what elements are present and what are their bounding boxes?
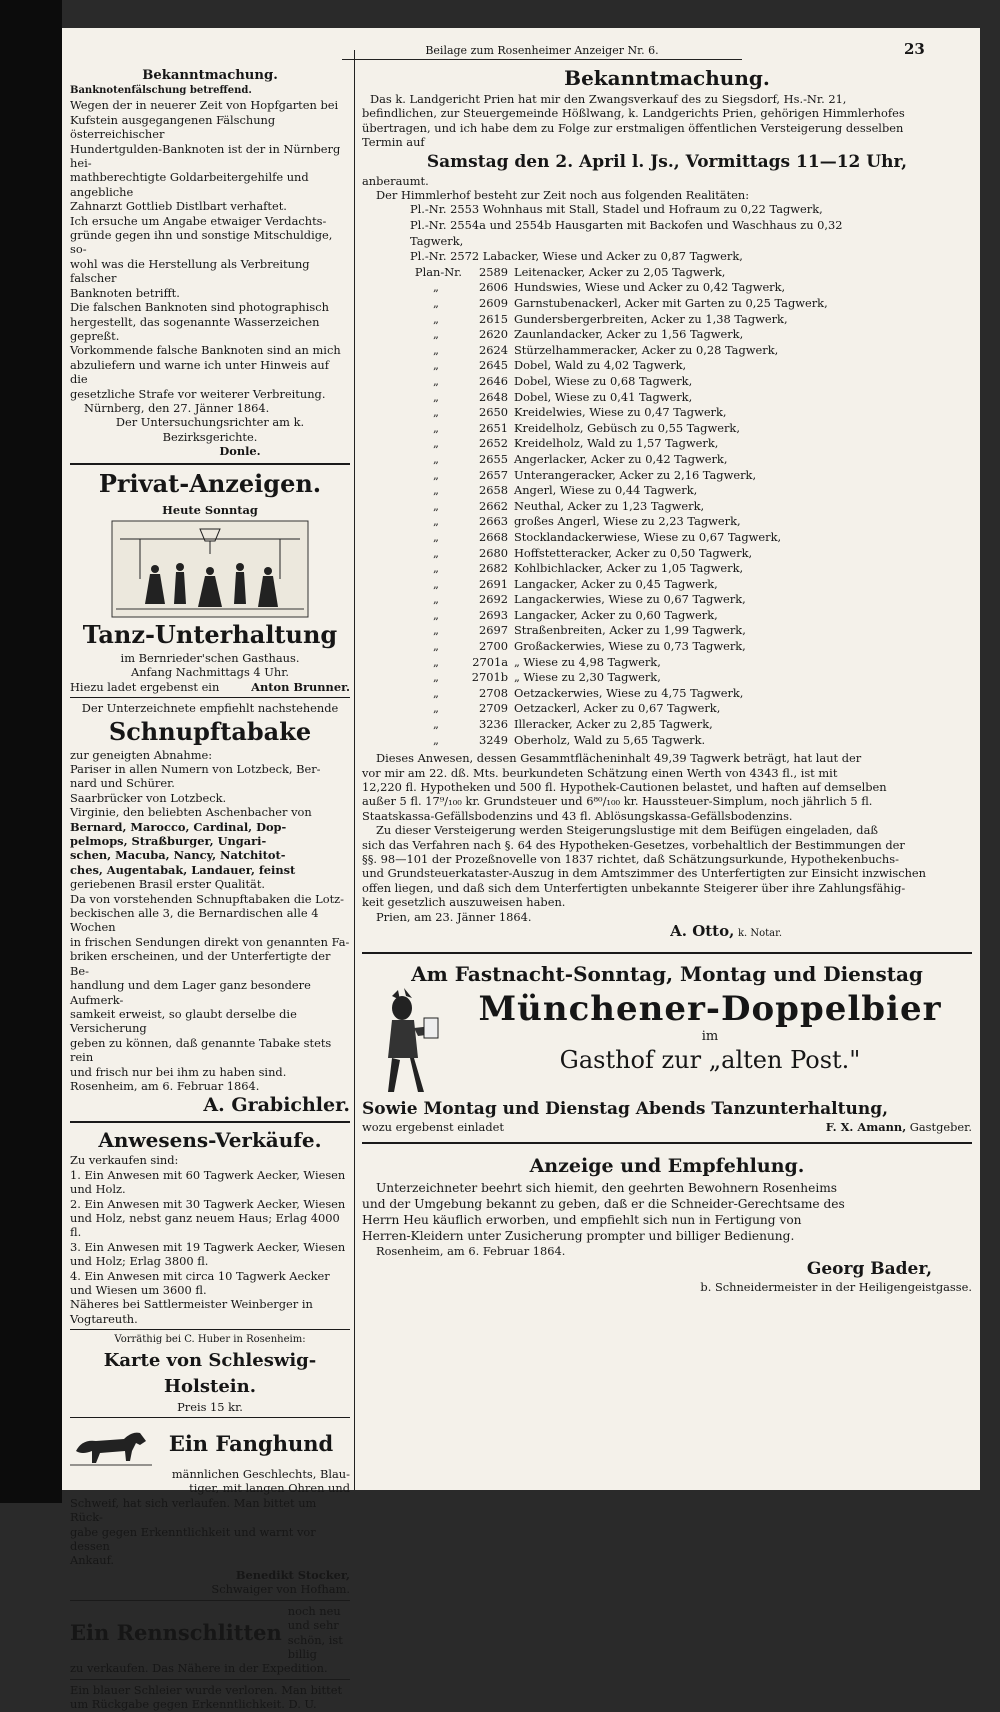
ditto-mark: „: [433, 685, 439, 700]
heute-label: Heute Sonntag: [162, 502, 258, 517]
notice-subtitle: Banknotenfälschung betreffend.: [70, 85, 252, 96]
dog-illustration: [70, 1421, 152, 1467]
parcel-text: Illeracker, Acker zu 2,85 Tagwerk,: [514, 717, 713, 732]
text-line: Hundertgulden-Banknoten ist der in Nürnberg hei-: [70, 141, 341, 171]
parcel-text: Kreidelwies, Wiese zu 0,47 Tagwerk,: [514, 405, 727, 420]
column-rule: [354, 50, 355, 1490]
parcel-text: Straßenbreiten, Acker zu 1,99 Tagwerk,: [514, 623, 746, 638]
parcel-number: 2646: [479, 373, 508, 388]
parcel-row: [362, 468, 972, 484]
schnupftabak-ad: [70, 701, 350, 1117]
ad-title: Münchener-Doppelbier: [478, 988, 942, 1029]
parcel-number: 2682: [479, 561, 508, 576]
newspaper-page: [62, 28, 980, 1712]
ditto-mark: „: [433, 732, 439, 747]
parcel-number: 2648: [479, 389, 508, 404]
parcel-line: Pl.-Nr. 2553 Wohnhaus mit Stall, Stadel und Hofraum zu 0,22 Tagwerk,: [410, 202, 823, 217]
ditto-mark: „: [433, 373, 439, 388]
text-line: Ich ersuche um Angabe etwaiger Verdachts-: [70, 213, 327, 228]
banknoten-notice: [70, 68, 350, 459]
parcel-number: 2697: [479, 623, 508, 638]
text-line: Die falschen Banknoten sind photographisch: [70, 300, 329, 315]
text-line: offen liegen, und daß sich dem Unterfertigten unbekannte Steigerer über ihre Zahlungsfähig-: [362, 880, 906, 895]
text-line: pelmops, Straßburger, Ungari-: [70, 834, 267, 849]
parcel-number: 2655: [479, 451, 508, 466]
parcel-number: 3236: [479, 717, 508, 732]
notice-termin: Samstag den 2. April l. Js., Vormittags 11—12 Uhr,: [426, 151, 908, 172]
ditto-mark: „: [433, 451, 439, 466]
ad-role: b. Schneidermeister in der Heiligengeistgasse.: [700, 1280, 972, 1295]
parcel-text: Langackerwies, Wiese zu 0,67 Tagwerk,: [514, 592, 746, 607]
fanghund-ad: [70, 1421, 350, 1597]
ad-title: Anzeige und Empfehlung.: [529, 1154, 805, 1177]
divider: [70, 697, 350, 698]
divider: [362, 1142, 972, 1144]
parcel-number: 2606: [479, 280, 508, 295]
ditto-mark: „: [433, 327, 439, 342]
parcel-number: 3249: [479, 732, 508, 747]
ad-signature: Georg Bader,: [806, 1259, 932, 1280]
text-line: Banknoten betrifft.: [70, 285, 180, 300]
text-line: und der Umgebung bekannt zu geben, daß er die Schneider-Gerechtsame des: [362, 1196, 845, 1211]
divider: [70, 463, 350, 465]
text-line: in frischen Sendungen direkt von genannten Fa-: [70, 934, 350, 949]
text-line: vor mir am 22. dß. Mts. beurkundeten Schätzung einen Werth von 4343 fl., ist mit: [362, 765, 838, 780]
text-line: ches, Augentabak, Landauer, feinst: [70, 862, 296, 877]
parcel-row: [362, 608, 972, 624]
text-line: Saarbrücker von Lotzbeck.: [70, 790, 227, 805]
text-line: männlichen Geschlechts, Blau-: [171, 1467, 350, 1482]
text-line: geben zu können, daß genannte Tabake stets rein: [70, 1035, 332, 1065]
text-line: 12,220 fl. Hypotheken und 500 fl. Hypothek-Cautionen belastet, und haften auf demselben: [362, 780, 887, 795]
parcel-number: 2645: [479, 358, 508, 373]
ad-head: [70, 1604, 350, 1662]
text-line: Kufstein ausgegangenen Fälschung österreichischer: [70, 112, 276, 142]
parcel-row: [362, 546, 972, 562]
text-line: tiger, mit langen Ohren und: [189, 1481, 350, 1496]
dance-illustration: [110, 519, 310, 619]
notice-signature: A. Otto,: [670, 922, 735, 941]
notice-signature: Donle.: [219, 444, 261, 459]
ad-im: im: [701, 1028, 719, 1044]
ditto-mark: „: [433, 701, 439, 716]
ad-footer: [362, 1120, 972, 1134]
ditto-mark: „: [433, 311, 439, 326]
privat-anzeigen: [70, 469, 350, 695]
parcel-row: [362, 374, 972, 390]
parcel-number: 2692: [479, 592, 508, 607]
parcel-row: [362, 577, 972, 593]
notice-title: Bekanntmachung.: [142, 68, 278, 83]
karte-ad: [70, 1333, 350, 1414]
parcel-row: [362, 405, 972, 421]
parcel-line: Tagwerk,: [410, 233, 464, 248]
parcel-number: 2651: [479, 420, 508, 435]
host-name: Anton Brunner.: [251, 679, 350, 694]
text-line: gründe gegen ihn und sonstige Mitschuldige, so-: [70, 228, 333, 257]
parcel-text: Oetzackerwies, Wiese zu 4,75 Tagwerk,: [514, 685, 744, 700]
parcel-row: [362, 436, 972, 452]
ad-signature: Benedikt Stocker,: [235, 1567, 350, 1582]
notice-title: Bekanntmachung.: [564, 66, 770, 90]
text-line: Herren-Kleidern unter Zusicherung prompter und billiger Bedienung.: [362, 1228, 795, 1243]
parcel-text: Garnstubenackerl, Acker mit Garten zu 0,25 Tagwerk,: [514, 296, 828, 310]
parcel-number: 2708: [479, 685, 508, 700]
schleier-ad: Ein blauer Schleier wurde verloren. Man bittet um Rückgabe gegen Erkenntlichkeit. D. U.: [70, 1682, 343, 1712]
notice-body: [70, 98, 350, 401]
tanz-time: Anfang Nachmittags 4 Uhr.: [130, 665, 290, 680]
parcel-number: 2657: [479, 467, 508, 482]
ditto-mark: „: [433, 436, 439, 451]
parcel-text: Stocklandackerwiese, Wiese zu 0,67 Tagwerk,: [514, 529, 782, 544]
text-line: Termin auf: [362, 135, 425, 150]
ad-intro: Zu verkaufen sind:: [70, 1153, 179, 1168]
parcel-row: [362, 483, 972, 499]
ad-signature: A. Grabichler.: [203, 1094, 350, 1117]
list-item: 1. Ein Anwesen mit 60 Tagwerk Aecker, Wiesen und Holz.: [70, 1167, 346, 1197]
ditto-mark: „: [433, 514, 439, 529]
ditto-mark: „: [433, 467, 439, 482]
parcel-row: [362, 452, 972, 468]
ditto-mark: „: [433, 529, 439, 544]
text-line: mathberechtigte Goldarbeitergehilfe und angebliche: [70, 170, 309, 199]
parcel-row: [362, 327, 972, 343]
ad-price: Preis 15 kr.: [177, 1399, 243, 1414]
text-line: nard und Schürer.: [70, 776, 175, 791]
parcel-text: „ Wiese zu 4,98 Tagwerk,: [514, 654, 661, 669]
ad-date: Rosenheim, am 6. Februar 1864.: [376, 1243, 566, 1258]
zwangsverkauf-notice: [362, 64, 972, 942]
text-line: Vorkommende falsche Banknoten sind an mich: [70, 343, 341, 358]
ad-title: Schnupftabake: [108, 716, 312, 746]
host-role: Gastgeber.: [909, 1119, 972, 1134]
text-line: keit gesetzlich auszuweisen haben.: [362, 895, 566, 910]
parcel-row: [362, 514, 972, 530]
ad-title: Anwesens-Verkäufe.: [98, 1128, 322, 1153]
ad-intro: Der Unterzeichnete empfiehlt nachstehende: [81, 701, 339, 716]
parcel-row: [362, 733, 972, 749]
notice-body: [362, 751, 972, 909]
parcel-text: Dobel, Wald zu 4,02 Tagwerk,: [514, 358, 687, 373]
text-line: gabe gegen Erkenntlichkeit und warnt vor dessen: [70, 1524, 316, 1554]
text-line: handlung und dem Lager ganz besondere Aufmerk-: [70, 978, 311, 1007]
parcel-text: großes Angerl, Wiese zu 2,23 Tagwerk,: [514, 514, 741, 529]
text-line: Ankauf.: [70, 1553, 115, 1568]
ad-footer: Näheres bei Sattlermeister Weinberger in Vogtareuth.: [70, 1297, 313, 1326]
text-line: §§. 98—101 der Prozeßnovelle von 1837 richtet, daß Schätzungsurkunde, Hypothekenbuchs-: [362, 852, 899, 867]
text-line: und frisch nur bei ihm zu haben sind.: [70, 1064, 287, 1079]
text-line: gesetzliche Strafe vor weiterer Verbreitung.: [70, 386, 326, 401]
ad-note: Vorräthig bei C. Huber in Rosenheim:: [114, 1334, 306, 1346]
text-line: sich das Verfahren nach §. 64 des Hypotheken-Gesetzes, vorbehaltlich der Bestimmungen der: [362, 837, 905, 852]
parcel-number: 2658: [479, 483, 508, 498]
parcel-row: [362, 358, 972, 374]
parcel-row: [362, 592, 972, 608]
text-line: Herrn Heu käuflich erworben, und empfiehlt sich nun in Fertigung von: [362, 1212, 802, 1227]
notice-office: Der Untersuchungsrichter am k. Bezirksgerichte.: [115, 415, 305, 444]
parcel-row: [362, 561, 972, 577]
parcel-text: Oberholz, Wald zu 5,65 Tagwerk.: [514, 732, 706, 747]
ad-date: Rosenheim, am 6. Februar 1864.: [70, 1078, 260, 1093]
parcel-row: [362, 686, 972, 702]
parcel-number: 2680: [479, 545, 508, 560]
divider: [362, 952, 972, 954]
text-line: Dieses Anwesen, dessen Gesammtflächeninhalt 49,39 Tagwerk beträgt, hat laut der: [376, 751, 862, 766]
parcel-row: [362, 390, 972, 406]
ditto-mark: „: [433, 342, 439, 357]
parcel-text: Stürzelhammeracker, Acker zu 0,28 Tagwerk,: [514, 342, 779, 357]
notice-date: Nürnberg, den 27. Jänner 1864.: [84, 400, 270, 415]
parcel-row: [362, 670, 972, 686]
text-line: und Grundsteuerkataster-Auszug in dem Amtszimmer des Unterfertigten zur Einsicht inzwischen: [362, 866, 927, 881]
parcel-line: Pl.-Nr. 2554a und 2554b Hausgarten mit Backofen und Waschhaus zu 0,32: [410, 218, 843, 233]
parcel-text: Angerlacker, Acker zu 0,42 Tagwerk,: [514, 451, 728, 466]
ditto-mark: „: [433, 717, 439, 732]
parcel-row: [362, 530, 972, 546]
ditto-mark: „: [433, 498, 439, 513]
text-line: wohl was die Herstellung als Verbreitung falscher: [70, 256, 310, 286]
parcel-text: Leitenacker, Acker zu 2,05 Tagwerk,: [514, 264, 726, 279]
parcel-row: [362, 717, 972, 733]
header-title: Beilage zum Rosenheimer Anzeiger Nr. 6.: [425, 44, 659, 57]
parcel-text: Dobel, Wiese zu 0,41 Tagwerk,: [514, 389, 693, 404]
plan-label: Plan-Nr.: [414, 264, 462, 279]
ditto-mark: „: [433, 576, 439, 591]
goat-illustration: [362, 988, 448, 1098]
divider: [70, 1600, 350, 1601]
ditto-mark: „: [433, 639, 439, 654]
text-line: Wegen der in neuerer Zeit von Hopfgarten bei: [70, 98, 339, 113]
ad-head: [70, 1421, 350, 1467]
parcel-row: [362, 639, 972, 655]
text-line: briken erscheinen, und der Unterfertigte der Be-: [70, 949, 331, 978]
ditto-mark: „: [433, 670, 439, 685]
host-name: F. X. Amann,: [825, 1119, 907, 1134]
parcel-row: [362, 265, 972, 281]
text-line: außer 5 fl. 17⁹/₁₀₀ kr. Grundsteuer und 6⁸⁰/₁₀₀ kr. Haussteuer-Simplum, noch jährlich 5 fl.: [362, 794, 873, 809]
parcel-row: [362, 421, 972, 437]
ditto-mark: „: [433, 389, 439, 404]
parcel-number: 2615: [479, 311, 508, 326]
tanz-title: Tanz-Unterhaltung: [82, 619, 338, 649]
list-item: 4. Ein Anwesen mit circa 10 Tagwerk Aecker und Wiesen um 3600 fl.: [70, 1268, 330, 1297]
anwesen-ad: [70, 1127, 350, 1326]
text-line: zur geneigten Abnahme:: [70, 747, 213, 762]
parcel-row: [362, 655, 972, 671]
text-line: Das k. Landgericht Prien hat mir den Zwangsverkauf des zu Siegsdorf, Hs.-Nr. 21,: [370, 92, 847, 106]
parcel-number: 2662: [479, 498, 508, 513]
parcel-number: 2700: [479, 639, 508, 654]
parcel-row: [362, 701, 972, 717]
ad-title: Ein Fanghund: [168, 1431, 334, 1457]
text-line: Bernard, Marocco, Cardinal, Dop-: [70, 819, 287, 834]
parcel-row: [362, 343, 972, 359]
divider: [70, 1417, 350, 1418]
notice-anberaumt: anberaumt.: [362, 173, 429, 188]
ad-line1: Am Fastnacht-Sonntag, Montag und Dienstag: [411, 961, 923, 986]
ditto-mark: „: [433, 592, 439, 607]
parcel-text: Langacker, Acker zu 0,45 Tagwerk,: [514, 576, 718, 591]
parcel-row: [362, 296, 972, 312]
ad-footer: zu verkaufen. Das Nähere in der Expedition.: [70, 1661, 328, 1676]
parcel-number: 2701a: [472, 654, 508, 669]
parcel-number: 2652: [479, 436, 508, 451]
text-line: Schweif, hat sich verlaufen. Man bittet um Rück-: [70, 1495, 317, 1525]
text-line: befindlichen, zur Steuergemeinde Hößlwang, k. Landgerichts Prien, gehörigen Himmlerhofes: [362, 106, 905, 121]
text-line: abzuliefern und warne ich unter Hinweis auf die: [70, 357, 329, 387]
parcel-number: 2701b: [471, 670, 508, 685]
parcel-text: Zaunlandacker, Acker zu 1,56 Tagwerk,: [514, 327, 744, 342]
parcel-number: 2693: [479, 607, 508, 622]
invite-text: wozu ergebenst einladet: [362, 1119, 504, 1134]
parcel-text: Neuthal, Acker zu 1,23 Tagwerk,: [514, 498, 705, 513]
parcel-number: 2668: [479, 529, 508, 544]
divider: [70, 1121, 350, 1123]
right-column: [362, 50, 972, 1295]
parcel-text: Kohlbichlacker, Acker zu 1,05 Tagwerk,: [514, 561, 744, 576]
ditto-mark: „: [433, 296, 439, 310]
text-line: samkeit erweist, so glaubt derselbe die Versicherung: [70, 1006, 297, 1036]
ditto-mark: „: [433, 358, 439, 373]
parcel-number: 2624: [479, 342, 508, 357]
parcel-text: „ Wiese zu 2,30 Tagwerk,: [514, 670, 661, 685]
text-line: Unterzeichneter beehrt sich hiemit, den geehrten Bewohnern Rosenheims: [376, 1180, 838, 1195]
ad-title: Karte von Schleswig-Holstein.: [103, 1349, 317, 1397]
notice-signature-line: [362, 924, 972, 941]
parcel-number: 2589: [479, 264, 508, 279]
ditto-mark: „: [433, 483, 439, 498]
realitaeten-intro: Der Himmlerhof besteht zur Zeit noch aus folgenden Realitäten:: [376, 188, 750, 203]
notice-date: Prien, am 23. Jänner 1864.: [376, 909, 532, 924]
parcel-row: [362, 623, 972, 639]
rennschlitten-ad: [70, 1604, 350, 1676]
parcel-number: 2609: [479, 296, 508, 310]
ad-text: [448, 988, 972, 1076]
ditto-mark: „: [433, 607, 439, 622]
parcel-text: Angerl, Wiese zu 0,44 Tagwerk,: [514, 483, 698, 498]
parcel-number: 2620: [479, 327, 508, 342]
page-gutter: [0, 0, 62, 1503]
parcel-text: Kreidelholz, Gebüsch zu 0,55 Tagwerk,: [514, 420, 740, 435]
ditto-mark: „: [433, 623, 439, 638]
parcel-row: [362, 499, 972, 515]
text-line: Staatskassa-Gefällsbodenzins und 43 fl. Ablösungskassa-Gefällsbodenzins.: [362, 808, 793, 823]
text-line: Da von vorstehenden Schnupftabaken die Lotz-: [70, 891, 344, 906]
ad-text: noch neu und sehr schön, ist billig: [287, 1603, 343, 1661]
section-title: Privat-Anzeigen.: [98, 468, 322, 498]
text-line: beckischen alle 3, die Bernardischen alle 4 Wochen: [70, 906, 319, 935]
invite-text: Hiezu ladet ergebenst ein: [70, 679, 220, 694]
parcel-list: [362, 265, 972, 748]
ad-line2: Sowie Montag und Dienstag Abends Tanzunterhaltung,: [362, 1098, 889, 1119]
parcel-line: Pl.-Nr. 2572 Labacker, Wiese und Acker zu 0,87 Tagwerk,: [410, 249, 743, 264]
page-number: 23: [904, 40, 925, 58]
parcel-text: Dobel, Wiese zu 0,68 Tagwerk,: [514, 373, 693, 388]
parcel-text: Langacker, Acker zu 0,60 Tagwerk,: [514, 607, 718, 622]
parcel-text: Hundswies, Wiese und Acker zu 0,42 Tagwerk,: [514, 280, 786, 295]
parcel-text: Kreidelholz, Wald zu 1,57 Tagwerk,: [514, 436, 719, 451]
ad-title: Ein Rennschlitten: [70, 1619, 282, 1645]
text-line: übertragen, und ich habe dem zu Folge zur erstmaligen öffentlichen Versteigerung desselben: [362, 120, 904, 135]
text-line: Zahnarzt Gottlieb Distlbart verhaftet.: [70, 199, 287, 214]
text-line: Zu dieser Versteigerung werden Steigerungslustige mit dem Beifügen eingeladen, daß: [376, 823, 878, 838]
tanz-invite: [70, 680, 350, 694]
text-line: Pariser in allen Numern von Lotzbeck, Ber-: [70, 762, 321, 776]
ditto-mark: „: [433, 545, 439, 560]
notice-role: k. Notar.: [737, 928, 782, 940]
parcel-text: Hoffstetteracker, Acker zu 0,50 Tagwerk,: [514, 545, 753, 560]
divider: [70, 1329, 350, 1330]
ad-role: Schwaiger von Hofham.: [211, 1582, 350, 1597]
parcel-number: 2663: [479, 514, 508, 529]
list-item: 3. Ein Anwesen mit 19 Tagwerk Aecker, Wiesen und Holz; Erlag 3800 fl.: [70, 1239, 346, 1269]
parcel-text: Großackerwies, Wiese zu 0,73 Tagwerk,: [514, 639, 746, 654]
left-column: [70, 50, 350, 1712]
parcel-text: Unterangeracker, Acker zu 2,16 Tagwerk,: [514, 467, 757, 482]
list-item: 2. Ein Anwesen mit 30 Tagwerk Aecker, Wiesen und Holz, nebst ganz neuem Haus; Erlag 4000 fl.: [70, 1196, 346, 1240]
parcel-number: 2650: [479, 405, 508, 420]
text-line: Virginie, den beliebten Aschenbacher von: [70, 805, 312, 820]
ad-main: [362, 988, 972, 1098]
parcel-number: 2709: [479, 701, 508, 716]
ditto-mark: „: [433, 561, 439, 576]
parcel-text: Oetzackerl, Acker zu 0,67 Tagwerk,: [514, 701, 721, 716]
text-line: schen, Macuba, Nancy, Natchitot-: [70, 848, 286, 863]
text-line: hergestellt, das sogenannte Wasserzeichen gepreßt.: [70, 314, 320, 343]
parcel-number: 2691: [479, 576, 508, 591]
ditto-mark: „: [433, 654, 439, 669]
ditto-mark: „: [433, 405, 439, 420]
parcel-row: [362, 280, 972, 296]
ditto-mark: „: [433, 280, 439, 295]
parcel-row: [362, 312, 972, 328]
text-line: geriebenen Brasil erster Qualität.: [70, 877, 266, 892]
divider: [70, 1679, 350, 1680]
tanz-location: im Bernrieder'schen Gasthaus.: [120, 650, 300, 665]
ad-gasthof: Gasthof zur „alten Post.": [559, 1045, 861, 1074]
schneider-ad: [362, 1152, 972, 1295]
doppelbier-ad: [362, 960, 972, 1134]
ditto-mark: „: [433, 420, 439, 435]
parcel-text: Gundersbergerbreiten, Acker zu 1,38 Tagwerk,: [514, 311, 788, 326]
